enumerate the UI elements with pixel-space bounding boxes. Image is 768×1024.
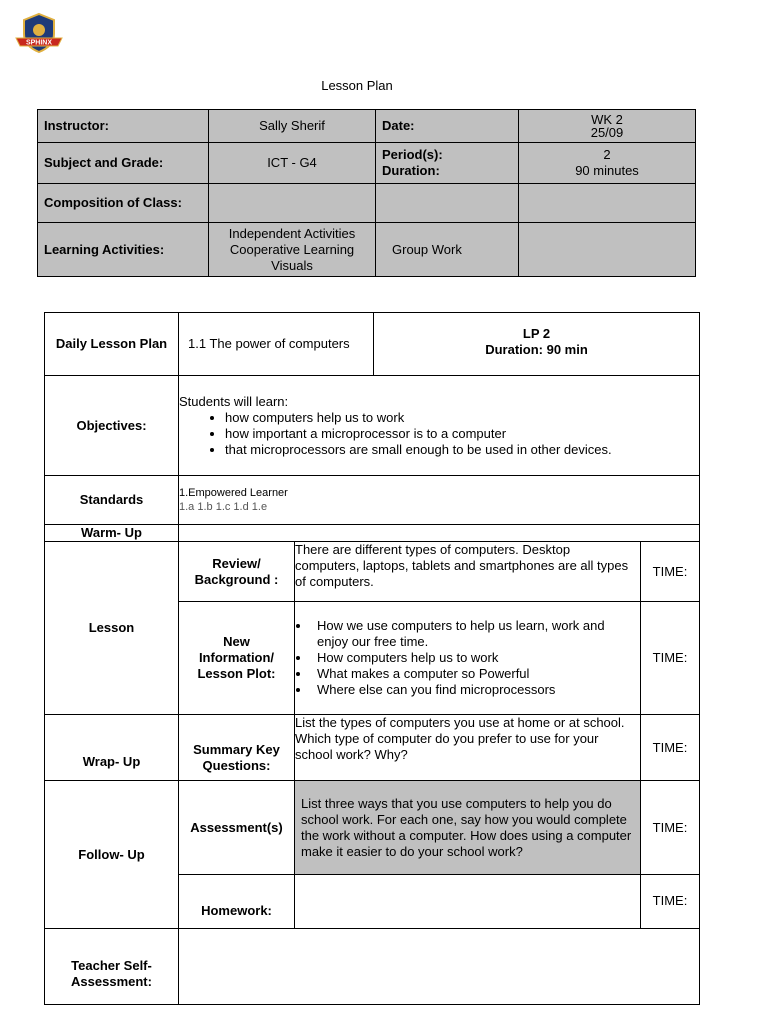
activity-item: Independent Activities <box>228 225 356 241</box>
warmup-cell <box>179 525 700 542</box>
lesson-label: Lesson <box>45 542 179 715</box>
composition-empty-1 <box>376 184 519 223</box>
objective-item: • how important a microprocessor is to a computer <box>225 426 693 442</box>
assessment-time: TIME: <box>641 781 700 875</box>
period-duration-label <box>376 143 519 184</box>
school-logo <box>14 12 64 56</box>
followup-label: Follow- Up <box>45 781 179 929</box>
instructor-label: Instructor: <box>38 110 209 143</box>
new-info-item: • Where else can you find microprocessors <box>311 682 636 698</box>
summary-label: Summary Key Questions: <box>179 715 295 781</box>
assessment-text: List three ways that you use computers to help you do school work. For each one, say how you would complete the work without a computer. How does using a computer make it easier to do your school work? <box>295 781 641 875</box>
logo-text: SPHINX <box>25 39 53 47</box>
activity-item: Cooperative Learning <box>229 241 355 257</box>
activities-label: Learning Activities: <box>38 223 209 277</box>
new-info-cell <box>295 602 641 715</box>
new-info-item: • How computers help us to work <box>311 650 636 666</box>
activities-empty <box>519 223 696 277</box>
warmup-label: Warm- Up <box>45 525 179 542</box>
composition-empty-2 <box>519 184 696 223</box>
homework-label: Homework: <box>179 875 295 929</box>
new-info-item: • How we use computers to help us learn, work and enjoy our free time. <box>311 618 636 650</box>
lesson-header-table <box>37 109 696 277</box>
date-day: 25/09 <box>590 125 624 140</box>
new-info-item: • What makes a computer so Powerful <box>311 666 636 682</box>
review-text: There are different types of computers. Desktop computers, laptops, tablets and smartphones are all types of computers. <box>295 542 641 602</box>
objectives-label: Objectives: <box>45 376 179 476</box>
self-assessment-cell <box>179 929 700 1005</box>
new-info-label: New Information/ Lesson Plot: <box>179 602 295 715</box>
duration-label: Duration: <box>382 163 440 178</box>
subject-value: ICT - G4 <box>209 143 376 184</box>
standards-cell <box>179 476 700 525</box>
date-label: Date: <box>376 110 519 143</box>
review-time: TIME: <box>641 542 700 602</box>
homework-cell <box>295 875 641 929</box>
objective-item: • how computers help us to work <box>225 410 693 426</box>
lp-duration: Duration: 90 min <box>485 342 588 357</box>
activities-value <box>209 223 376 277</box>
standards-title: 1.Empowered Learner <box>179 487 288 499</box>
period-value: 2 <box>603 147 611 162</box>
date-week: WK 2 <box>591 112 623 127</box>
daily-lesson-plan-label: Daily Lesson Plan <box>45 313 179 376</box>
standards-label: Standards <box>45 476 179 525</box>
assessment-label: Assessment(s) <box>179 781 295 875</box>
review-label: Review/ Background : <box>179 542 295 602</box>
composition-value <box>209 184 376 223</box>
period-duration-value <box>519 143 696 184</box>
date-value <box>519 110 696 143</box>
summary-text: List the types of computers you use at home or at school. Which type of computer do you prefer to use for your school work? Why? <box>295 715 641 781</box>
period-label: Period(s): <box>382 147 443 162</box>
subject-label: Subject and Grade: <box>38 143 209 184</box>
wrapup-label: Wrap- Up <box>45 715 179 781</box>
composition-label: Composition of Class: <box>38 184 209 223</box>
objectives-list <box>179 410 693 458</box>
objective-item: • that microprocessors are small enough to be used in other devices. <box>225 442 693 458</box>
daily-lesson-plan-table <box>44 312 700 1005</box>
summary-time: TIME: <box>641 715 700 781</box>
new-info-list <box>295 618 636 698</box>
new-info-time: TIME: <box>641 602 700 715</box>
duration-value: 90 minutes <box>575 163 639 178</box>
group-work: Group Work <box>376 223 519 277</box>
lp-number: LP 2 <box>522 326 551 341</box>
self-assessment-label: Teacher Self- Assessment: <box>45 929 179 1005</box>
standards-codes: 1.a 1.b 1.c 1.d 1.e <box>179 501 268 513</box>
lesson-topic: 1.1 The power of computers <box>179 313 374 376</box>
objectives-cell <box>179 376 700 476</box>
objectives-intro: Students will learn: <box>179 393 289 409</box>
page-title: Lesson Plan <box>321 78 393 93</box>
homework-time: TIME: <box>641 875 700 929</box>
instructor-value: Sally Sherif <box>209 110 376 143</box>
activity-item: Visuals <box>271 257 313 273</box>
lesson-plan-number <box>374 313 700 376</box>
